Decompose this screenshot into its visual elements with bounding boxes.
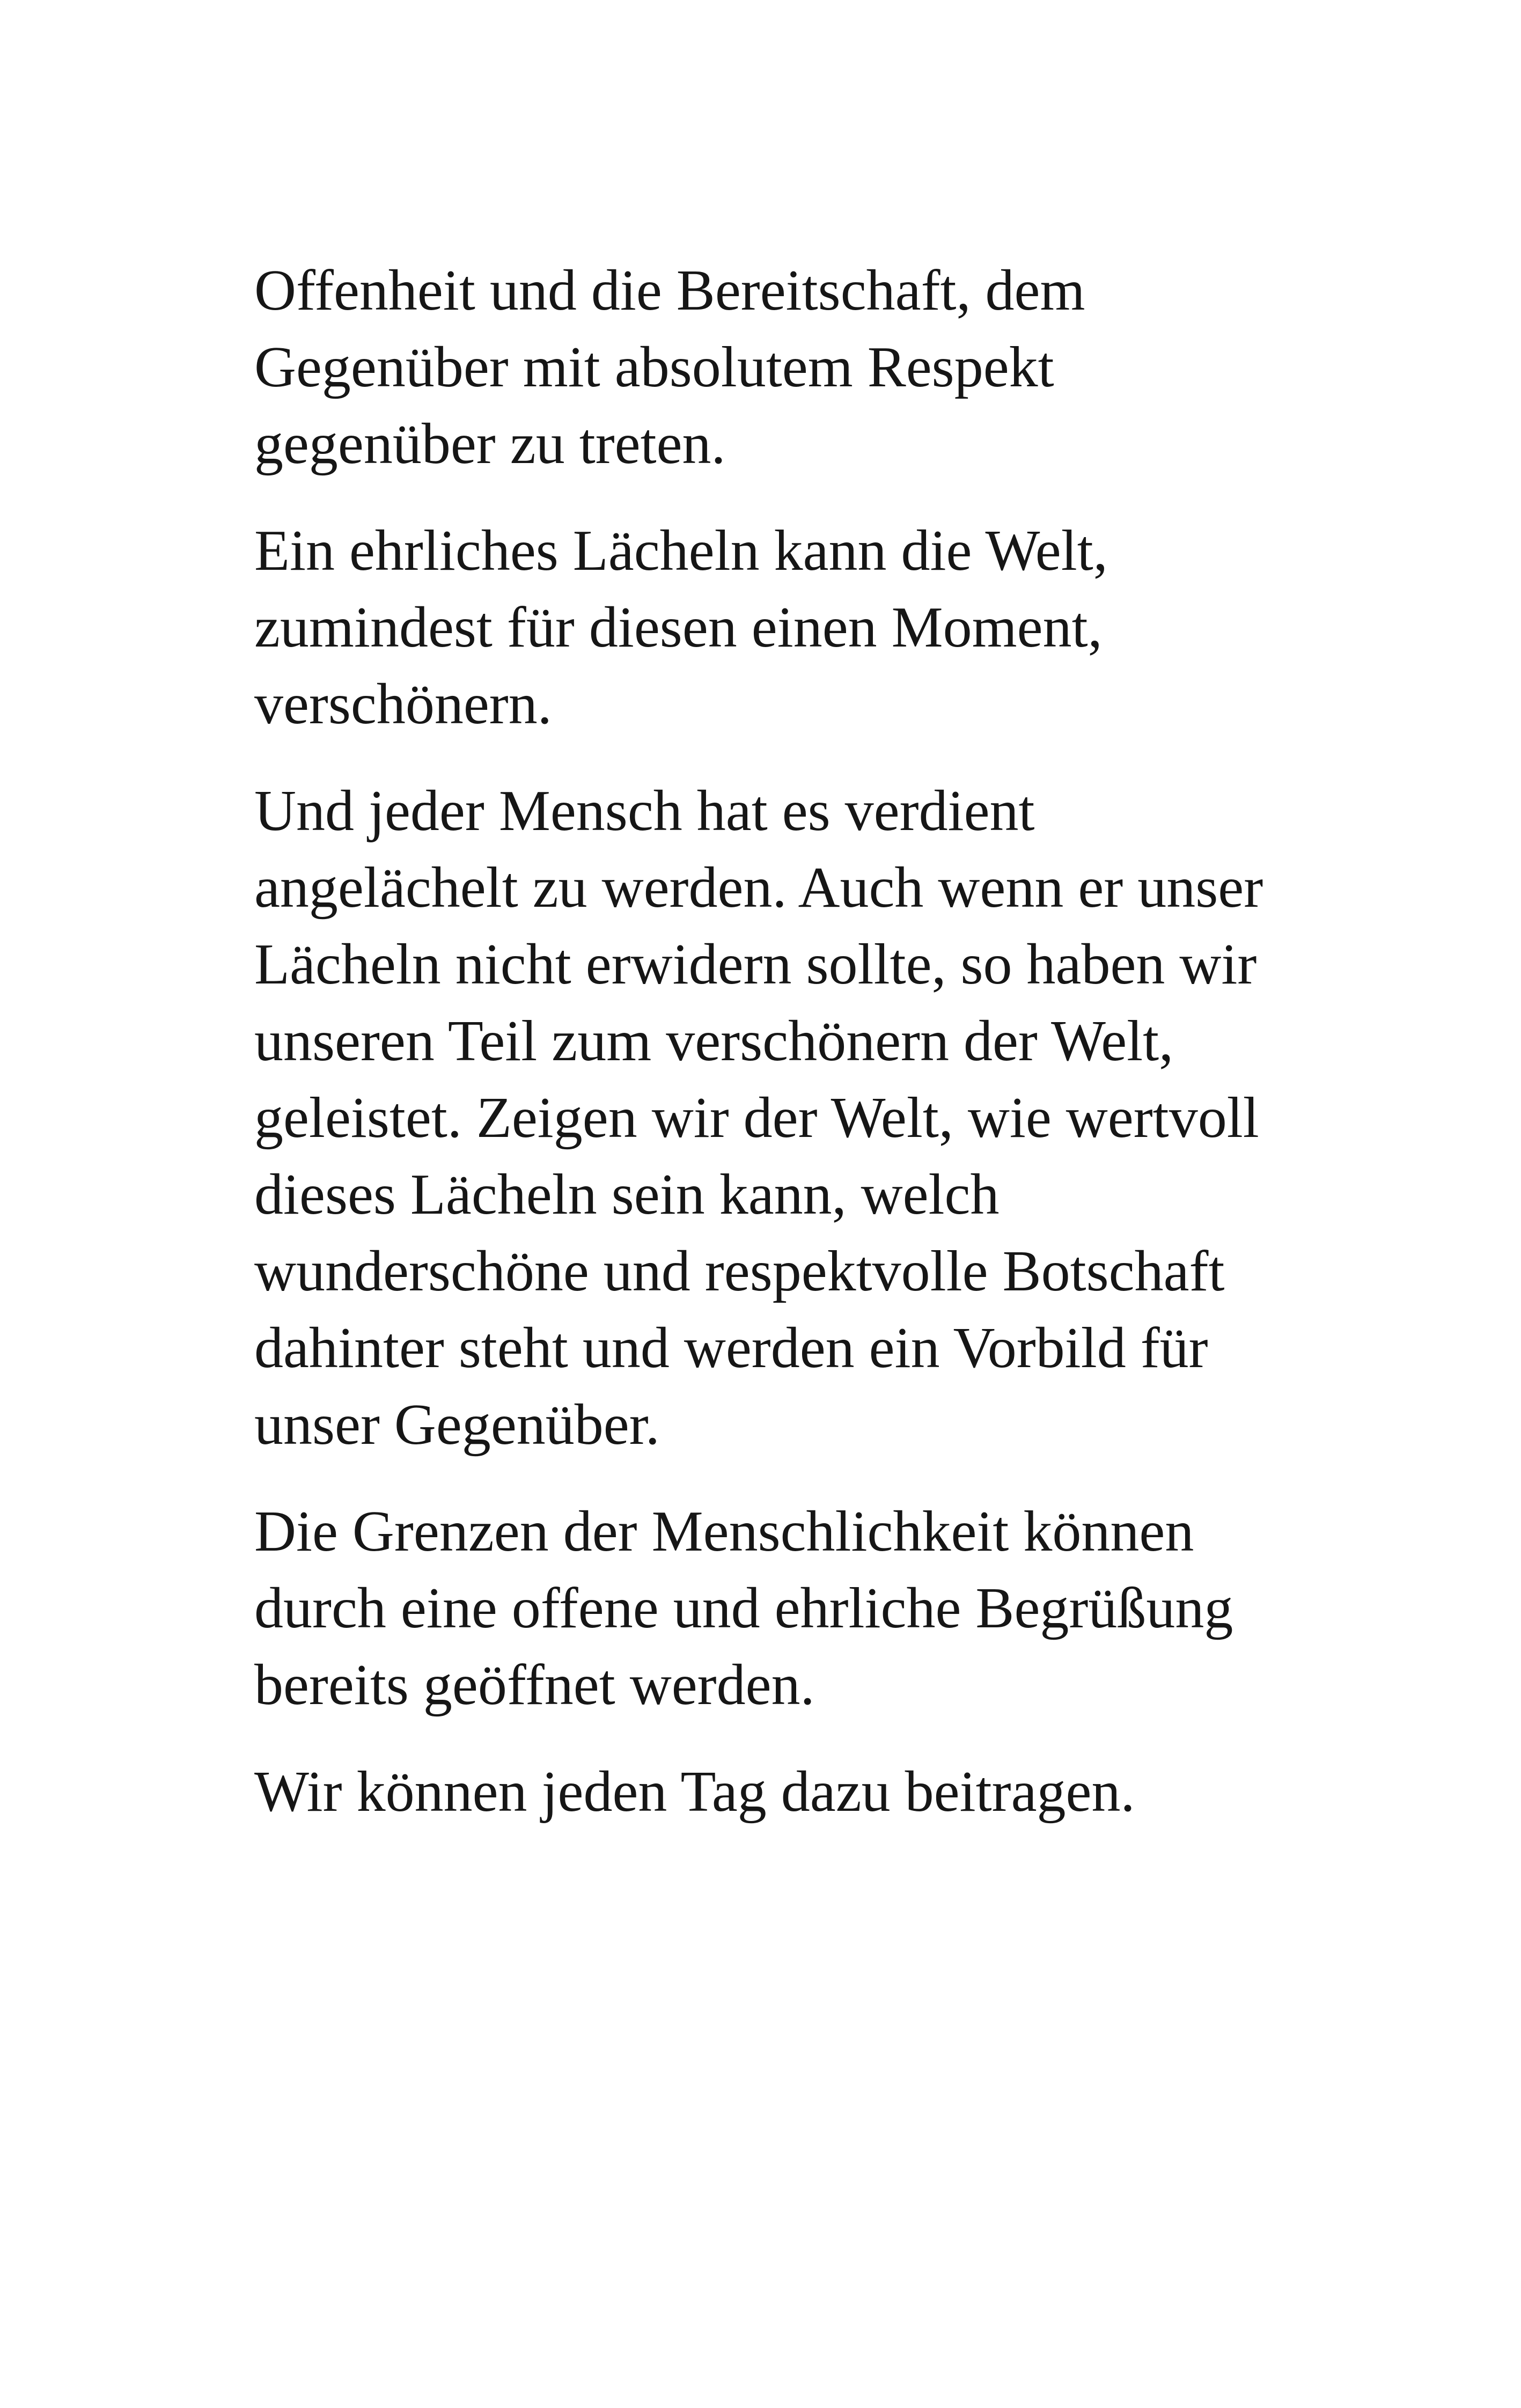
- text-line: Gegenüber mit absolutem Respekt: [254, 335, 1054, 399]
- text-line: dieses Lächeln sein kann, welch: [254, 1163, 1000, 1227]
- paragraph: [254, 773, 1295, 1463]
- paragraph: [254, 512, 1295, 743]
- text-line: Die Grenzen der Menschlichkeit können: [254, 1500, 1194, 1563]
- text-line: dahinter steht und werden ein Vorbild für: [254, 1316, 1208, 1380]
- paragraph: [254, 252, 1295, 482]
- text-line: zumindest für diesen einen Moment,: [254, 596, 1103, 659]
- text-line: Und jeder Mensch hat es verdient: [254, 779, 1035, 843]
- text-line: Offenheit und die Bereitschaft, dem: [254, 259, 1085, 322]
- text-line: unseren Teil zum verschönern der Welt,: [254, 1009, 1174, 1073]
- text-line: geleistet. Zeigen wir der Welt, wie wertvoll: [254, 1086, 1259, 1150]
- text-line: durch eine offene und ehrliche Begrüßung: [254, 1576, 1233, 1640]
- text-line: verschönern.: [254, 672, 552, 736]
- paragraph: [254, 1753, 1295, 1830]
- body-text: [254, 252, 1295, 1860]
- text-line: angelächelt zu werden. Auch wenn er unser: [254, 856, 1263, 920]
- text-line: wunderschöne und respektvolle Botschaft: [254, 1239, 1225, 1303]
- text-line: Lächeln nicht erwidern sollte, so haben wir: [254, 933, 1257, 996]
- text-line: Ein ehrliches Lächeln kann die Welt,: [254, 519, 1108, 583]
- text-line: bereits geöffnet werden.: [254, 1653, 815, 1717]
- paragraph: [254, 1493, 1295, 1723]
- text-line: Wir können jeden Tag dazu beitragen.: [254, 1760, 1135, 1824]
- text-line: gegenüber zu treten.: [254, 412, 726, 476]
- text-line: unser Gegenüber.: [254, 1393, 660, 1457]
